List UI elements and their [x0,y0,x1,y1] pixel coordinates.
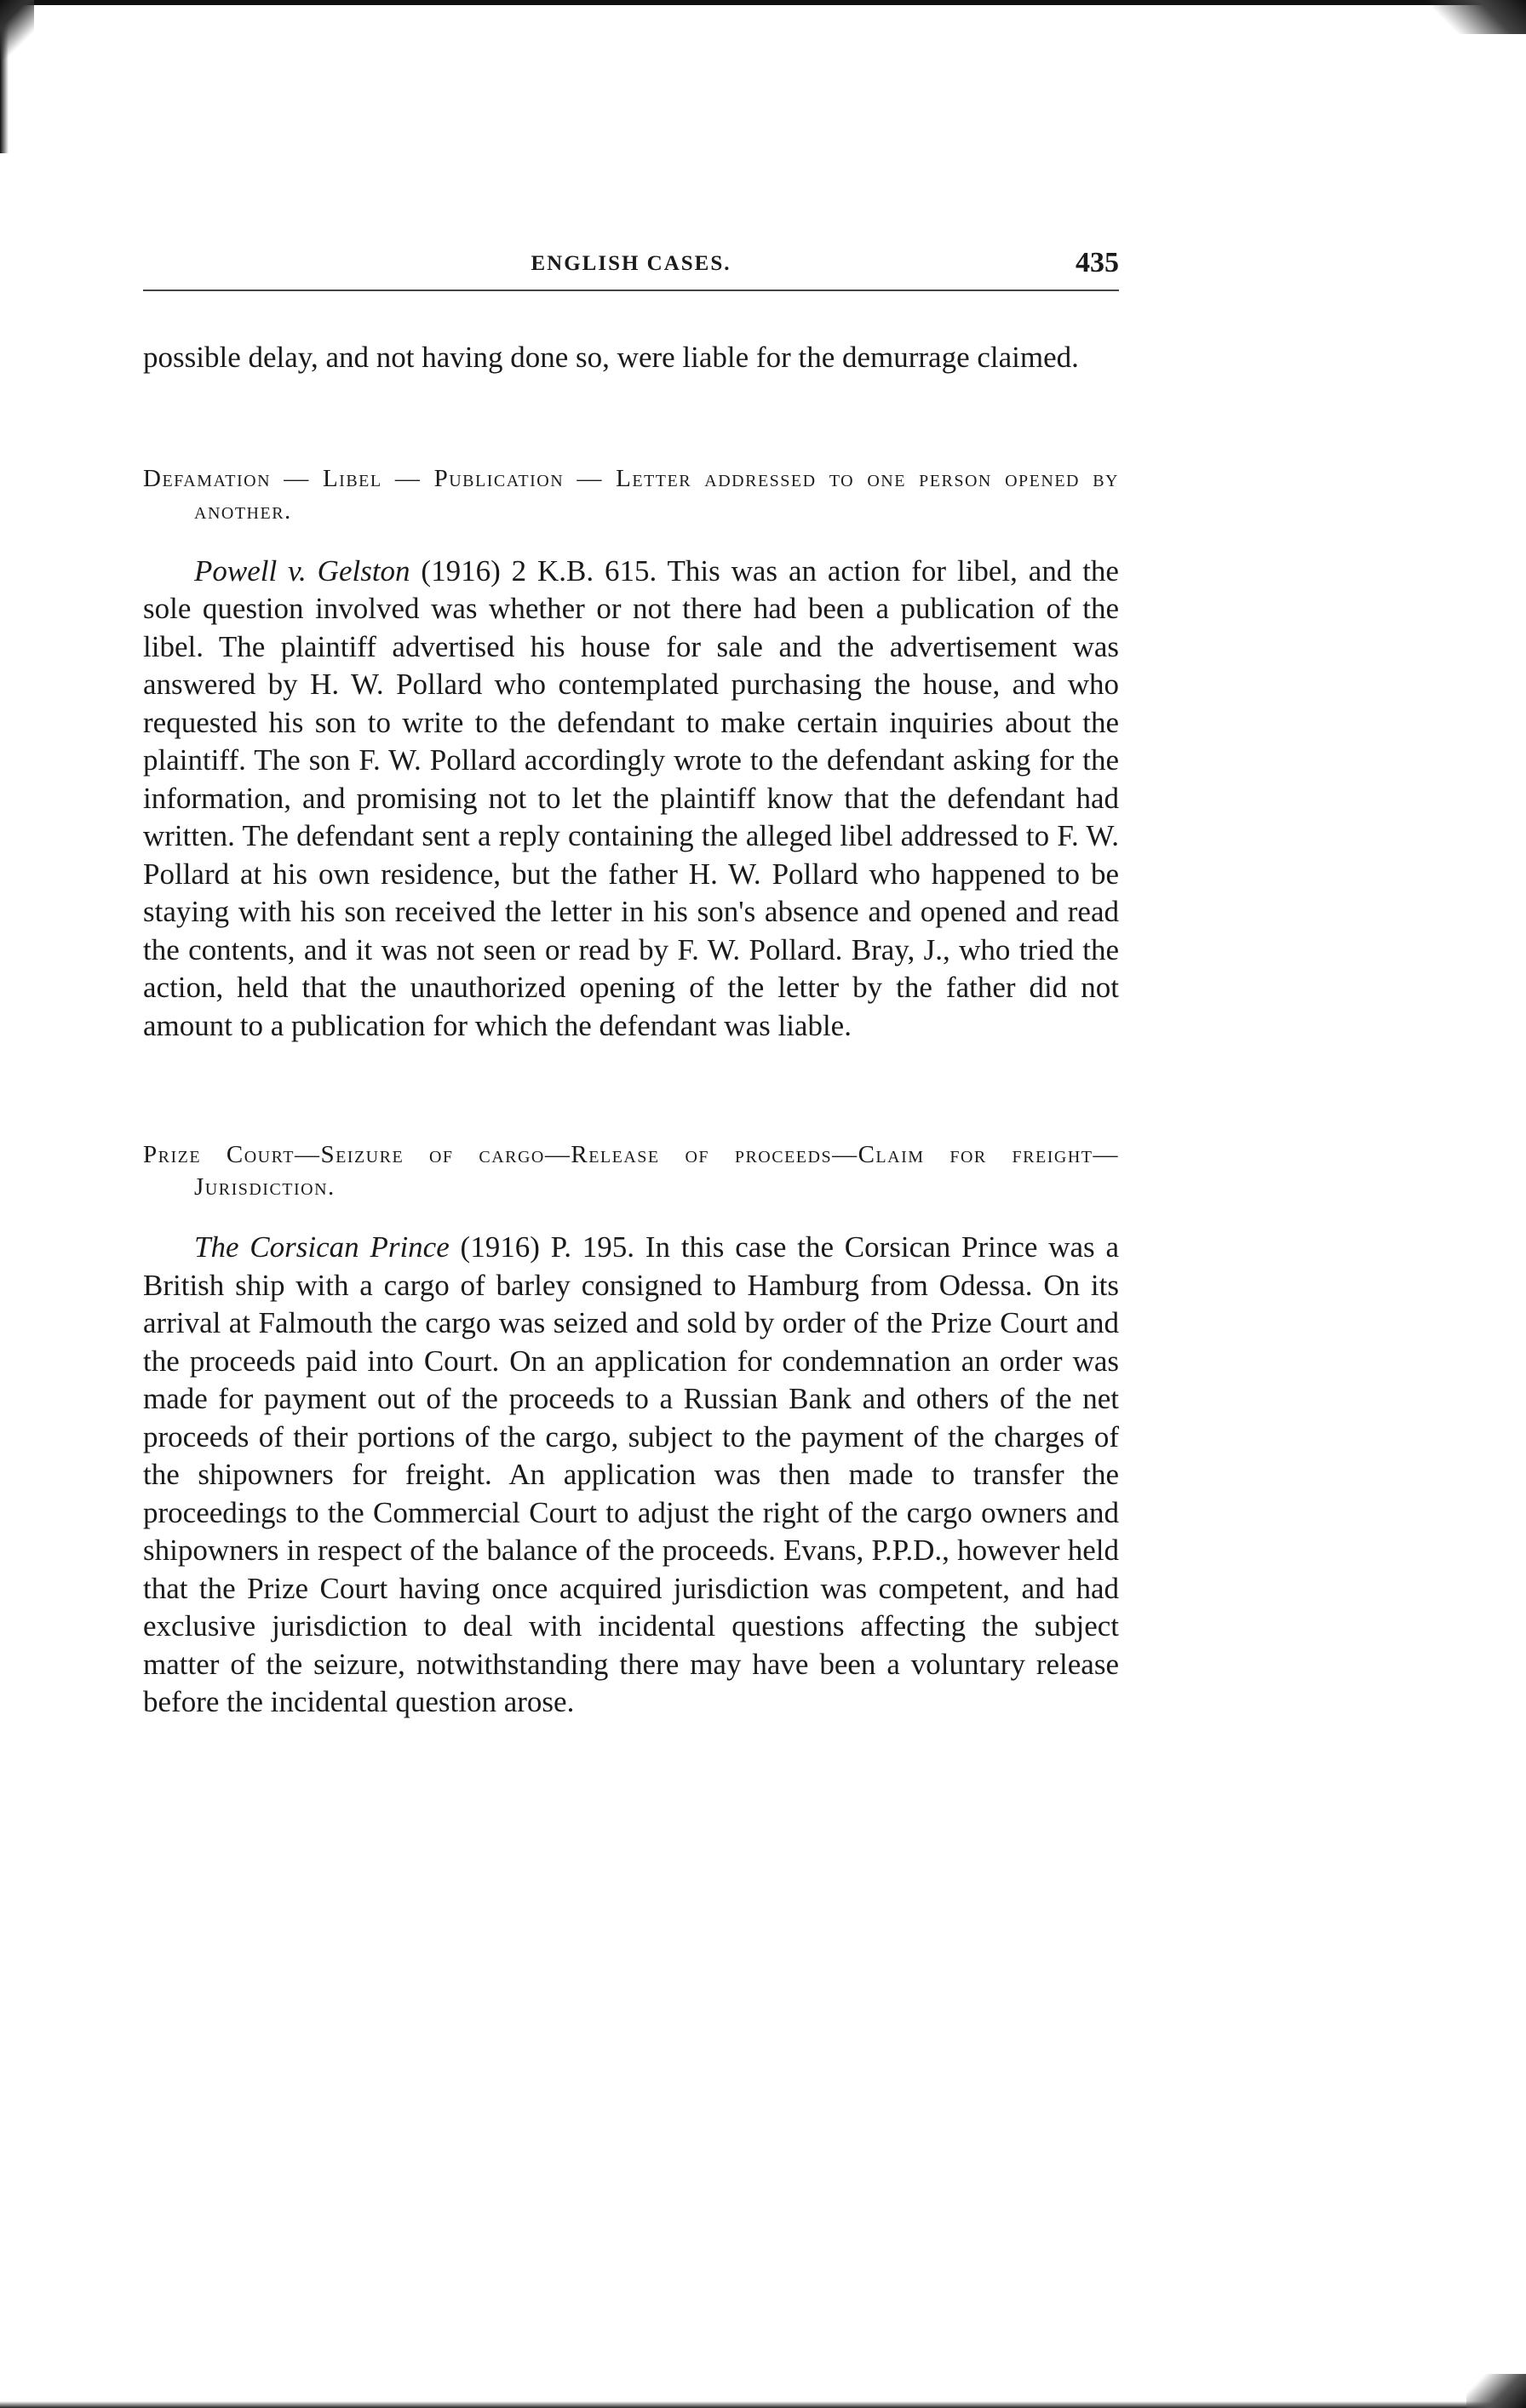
case-name: The Corsican Prince [194,1230,450,1264]
case-citation: (1916) P. 195. [449,1230,645,1264]
scan-corner-bottom-right [1466,2374,1526,2408]
page-number: 435 [1076,247,1119,278]
case-summary: In this case the Corsican Prince was a British ship with a cargo of barley consigned to Hamburg from Odessa. On its arrival at Falmouth the cargo was seized and sold by order of the Prize Court and the proceeds paid into Court. On an application for condemnation an order was made for payment out of the proceeds to a Russian Bank and others of the net proceeds of their portions of the cargo, subject to the payment of the charges of the shipowners for freight. An application was then made to transfer the proceedings to the Commercial Court to adjust the right of the cargo owners and shipowners in respect of the balance of the proceeds. Evans, P.P.D., however held that the Prize Court having once acquired jurisdiction was competent, and had exclusive jurisdiction to deal with incidental questions affecting the subject matter of the seizure, notwithstanding there may have been a voluntary release before the incidental question arose. [143,1230,1119,1718]
case-summary: This was an action for libel, and the sole question involved was whether or not there had been a publication of the libel. The plaintiff advertised his house for sale and the advertisement was answered by H. W. Pollard who contemplated purchasing the house, and who requested his son to write to the defendant to make certain inquiries about the plaintiff. The son F. W. Pollard accordingly wrote to the defendant asking for the information, and promising not to let the plaintiff know that the defendant had written. The defendant sent a reply containing the alleged libel addressed to F. W. Pollard at his own residence, but the father H. W. Pollard who happened to be staying with his son received the letter in his son's absence and opened and read the contents, and it was not seen or read by F. W. Pollard. Bray, J., who tried the action, held that the unauthorized opening of the letter by the father did not amount to a publication for which the defendant was liable. [143,553,1119,1042]
scan-edge-top [0,0,1526,5]
case-paragraph-corsican-prince [143,1229,1119,1722]
section-heading-defamation: Defamation — Libel — Publication — Letter addressed to one person opened by another. [143,464,1119,525]
section-heading-prize-court: Prize Court—Seizure of cargo—Release of proceeds—Claim for freight—Jurisdiction. [143,1141,1119,1201]
scan-corner-top-left [0,0,34,60]
running-title: ENGLISH CASES. [531,252,731,275]
book-page [143,247,1119,1722]
case-citation: (1916) 2 K.B. 615. [410,553,668,588]
case-name: Powell v. Gelston [194,553,410,588]
scan-edge-bottom [0,2401,1526,2408]
scan-corner-top-right [1424,0,1526,34]
case-paragraph-powell [143,553,1119,1046]
running-head [143,247,1119,291]
continued-paragraph: possible delay, and not having done so, were liable for the demurrage claimed. [143,341,1079,374]
